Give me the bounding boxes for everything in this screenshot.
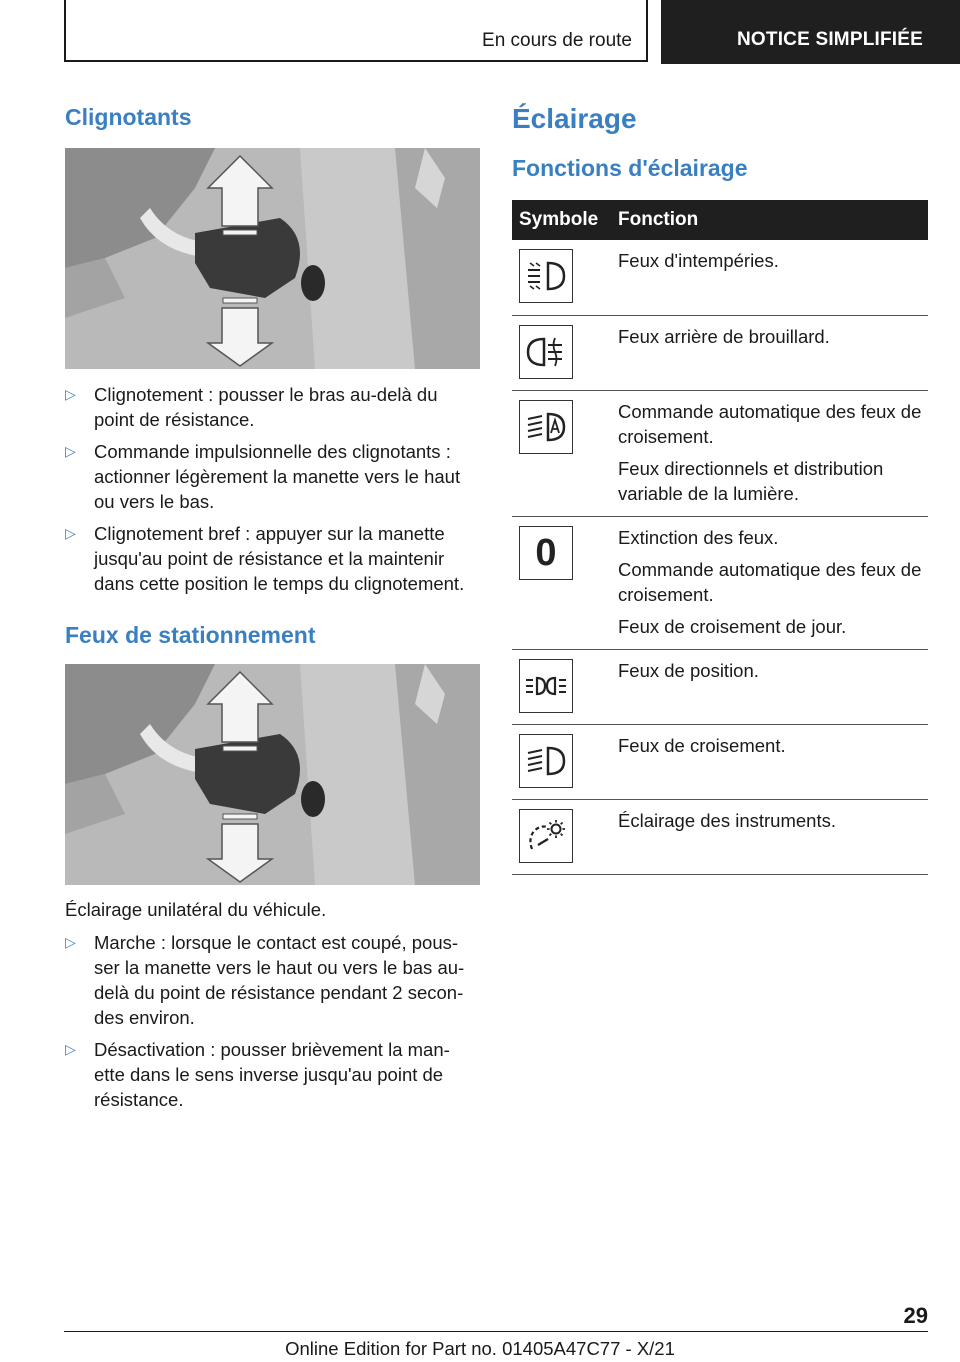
column-header-symbol: Symbole xyxy=(512,200,618,240)
header-tab-label: NOTICE SIMPLIFIÉE xyxy=(737,29,924,50)
function-text: Feux de croisement. xyxy=(618,734,786,756)
section-title-clignotants: Clignotants xyxy=(65,104,192,130)
table-row xyxy=(512,649,928,724)
section-title-stationnement: Feux de stationnement xyxy=(65,622,316,648)
auto-headlight-icon xyxy=(519,400,573,454)
rear-fog-light-icon xyxy=(519,325,573,379)
instrument-lighting-icon xyxy=(519,809,573,863)
list-item: ▷ Clignotement bref : appuyer sur la manette jusqu'au point de résistance et la maintenir dans cette position le temps du clignotement. xyxy=(65,523,465,594)
table-header-row xyxy=(512,200,928,240)
edition-text: Online Edition for Part no. 01405A47C77 - X/21 xyxy=(285,1338,675,1359)
lights-off-glyph: 0 xyxy=(535,531,557,574)
list-item: ▷ Clignotement : pousser le bras au-delà du point de résistance. xyxy=(65,384,438,430)
turn-signal-stalk-image xyxy=(65,148,480,369)
function-text: Feux de position. xyxy=(618,659,759,681)
table-row xyxy=(512,240,928,315)
lights-off-icon xyxy=(519,526,573,580)
header-tab xyxy=(661,0,960,64)
header-section-title: En cours de route xyxy=(482,30,632,51)
bullet-triangle-icon: ▷ xyxy=(65,1041,76,1057)
function-text: Extinction des feux. xyxy=(618,526,779,548)
list-item: ▷ Désactivation : pousser brièvement la man-ette dans le sens inverse jusqu'au point de résistance. xyxy=(65,1039,450,1110)
bullet-triangle-icon: ▷ xyxy=(65,934,76,950)
footer-divider xyxy=(64,1331,928,1332)
low-beam-icon xyxy=(519,734,573,788)
bullet-triangle-icon: ▷ xyxy=(65,525,76,541)
page-number: 29 xyxy=(903,1303,928,1328)
clignotants-list xyxy=(65,382,480,596)
section-title-fonctions: Fonctions d'éclairage xyxy=(512,155,748,181)
function-text: Feux arrière de brouillard. xyxy=(618,325,830,347)
table-row xyxy=(512,516,928,649)
right-column xyxy=(512,100,928,875)
table-row xyxy=(512,315,928,390)
left-column xyxy=(65,100,480,1119)
function-text: Éclairage des instruments. xyxy=(618,809,836,831)
table-row xyxy=(512,390,928,516)
parking-light-stalk-image xyxy=(65,664,480,885)
bullet-triangle-icon: ▷ xyxy=(65,443,76,459)
parking-lights-icon xyxy=(519,659,573,713)
bullet-triangle-icon: ▷ xyxy=(65,386,76,402)
table-row xyxy=(512,799,928,874)
list-item: ▷ Marche : lorsque le contact est coupé, pous-ser la manette vers le haut ou vers le bas au-delà du point de résistance pendant 2 secon-des environ. xyxy=(65,932,465,1028)
function-text: Feux d'intempéries. xyxy=(618,250,779,271)
page-title: Éclairage xyxy=(512,103,637,134)
function-text: Commande automatique des feux de croisement. xyxy=(618,400,922,447)
function-text: Feux directionnels et distribution variable de la lumière. xyxy=(618,457,884,504)
weather-lights-icon xyxy=(519,249,573,303)
lighting-functions-table xyxy=(512,200,928,875)
column-header-function: Fonction xyxy=(618,200,928,240)
stationnement-intro: Éclairage unilatéral du véhicule. xyxy=(65,899,327,920)
function-text: Commande automatique des feux de croisement. xyxy=(618,558,922,605)
stationnement-list xyxy=(65,930,480,1112)
list-item: ▷ Commande impulsionnelle des clignotants : actionner légèrement la manette vers le haut ou vers le bas. xyxy=(65,441,461,512)
function-text: Feux de croisement de jour. xyxy=(618,615,847,637)
table-row xyxy=(512,724,928,799)
